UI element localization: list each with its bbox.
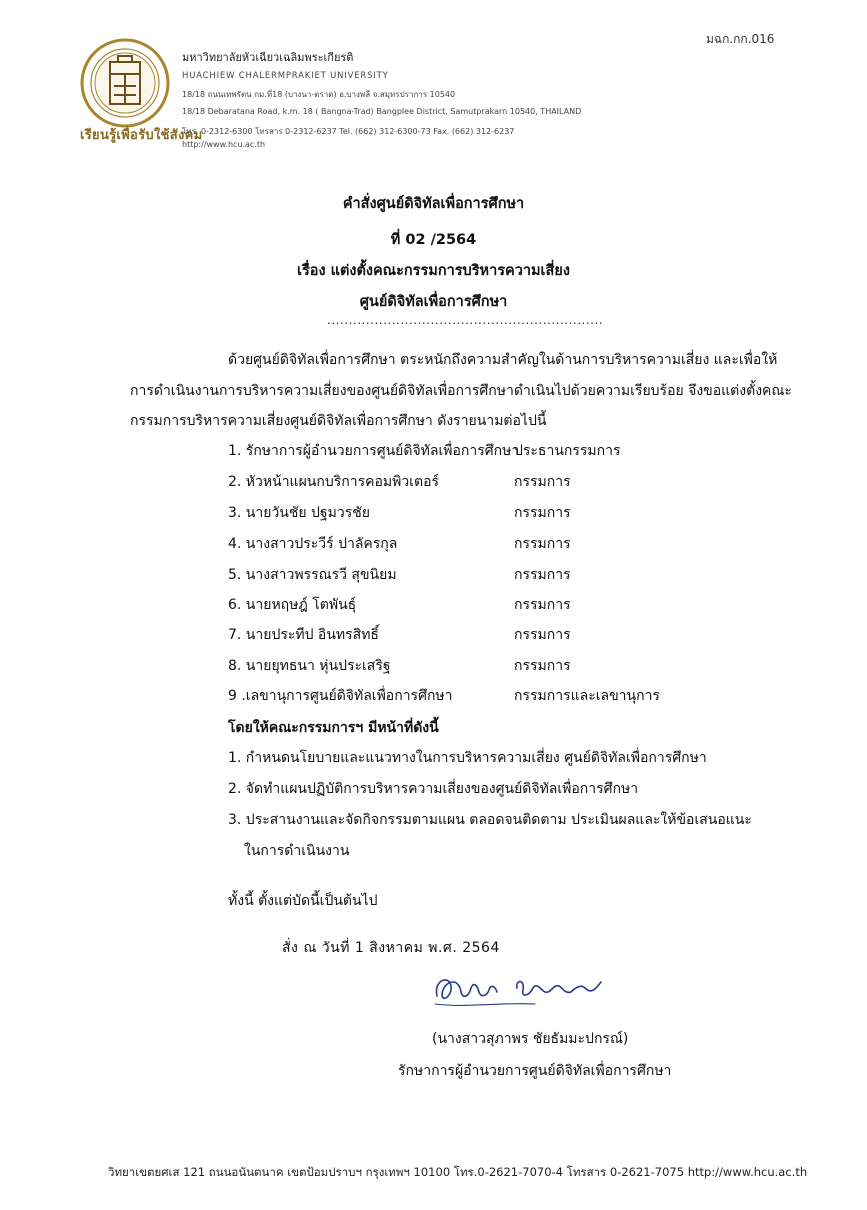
duty-item: 2. จัดทำแผนปฏิบัติการบริหารความเสี่ยงของศูนย์ดิจิทัลเพื่อการศึกษา — [228, 781, 639, 797]
duty-item-continuation: ในการดำเนินงาน — [244, 843, 350, 859]
order-subject-line2: ศูนย์ดิจิทัลเพื่อการศึกษา — [359, 294, 508, 310]
address-thai: 18/18 ถนนเทพรัตน กม.ที่18 (บางนา-ตราด) อ.บางพลี จ.สมุทรปราการ 10540 — [182, 90, 456, 99]
member-name: 3. นายวันชัย ปฐมวรชัย — [228, 505, 370, 521]
signer-name: (นางสาวสุภาพร ชัยธัมมะปกรณ์) — [432, 1031, 629, 1047]
member-role: กรรมการและเลขานุการ — [514, 688, 660, 704]
handwritten-signature — [425, 966, 615, 1012]
member-role: กรรมการ — [514, 627, 571, 643]
member-role: กรรมการ — [514, 597, 571, 613]
separator-dots: ................................................................ — [327, 313, 604, 327]
university-seal-logo — [80, 38, 170, 128]
body-paragraph-line2: การดำเนินงานการบริหารความเสี่ยงของศูนย์ดิจิทัลเพื่อการศึกษาดำเนินไปด้วยความเรียบร้อย จึงขอแต่งตั้งคณะ — [130, 383, 792, 399]
university-name-english: HUACHIEW CHALERMPRAKIET UNIVERSITY — [182, 71, 389, 81]
body-paragraph-line1: ด้วยศูนย์ดิจิทัลเพื่อการศึกษา ตระหนักถึงความสำคัญในด้านการบริหารความเสี่ยง และเพื่อให้ — [228, 352, 778, 368]
member-name: 1. รักษาการผู้อำนวยการศูนย์ดิจิทัลเพื่อการศึกษา — [228, 443, 520, 459]
member-role: กรรมการ — [514, 567, 571, 583]
member-name: 9 .เลขานุการศูนย์ดิจิทัลเพื่อการศึกษา — [228, 688, 453, 704]
member-name: 2. หัวหน้าแผนกบริการคอมพิวเตอร์ — [228, 474, 439, 490]
member-name: 6. นายหฤษฎ์ โตพันธุ์ — [228, 597, 357, 613]
address-english: 18/18 Debaratana Road, k.m. 18 ( Bangna-Trad) Bangplee District, Samutprakarn 10540, THAILAND — [182, 107, 582, 116]
order-number: ที่ 02 /2564 — [390, 232, 477, 248]
member-role: กรรมการ — [514, 658, 571, 674]
contact-phone: โทร. 0-2312-6300 โทรสาร 0-2312-6237 Tel. (662) 312-6300-73 Fax. (662) 312-6237 — [182, 127, 515, 136]
footer-address: วิทยาเขตยศเส 121 ถนนอนันตนาค เขตป้อมปราบฯ กรุงเทพฯ 10100 โทร.0-2621-7070-4 โทรสาร 0-2621-7075 http://www.hcu.ac.th — [108, 1165, 808, 1179]
website-link[interactable]: http://www.hcu.ac.th — [182, 140, 266, 149]
order-title: คำสั่งศูนย์ดิจิทัลเพื่อการศึกษา — [342, 196, 525, 212]
closing-statement: ทั้งนี้ ตั้งแต่บัดนี้เป็นต้นไป — [228, 893, 378, 909]
member-name: 8. นายยุทธนา หุ่นประเสริฐ — [228, 658, 391, 674]
member-name: 5. นางสาวพรรณรวี สุขนิยม — [228, 567, 397, 583]
member-role: ประธานกรรมการ — [514, 443, 621, 459]
member-role: กรรมการ — [514, 536, 571, 552]
duty-item: 1. กำหนดนโยบายและแนวทางในการบริหารความเสี่ยง ศูนย์ดิจิทัลเพื่อการศึกษา — [228, 750, 707, 766]
member-role: กรรมการ — [514, 505, 571, 521]
university-name-thai: มหาวิทยาลัยหัวเฉียวเฉลิมพระเกียรติ — [182, 51, 354, 64]
document-code: มฉก.กก.016 — [706, 32, 775, 46]
member-name: 4. นางสาวประวีร์ ปาลัครกุล — [228, 536, 398, 552]
signer-position: รักษาการผู้อำนวยการศูนย์ดิจิทัลเพื่อการศึกษา — [398, 1063, 672, 1079]
order-date: สั่ง ณ วันที่ 1 สิงหาคม พ.ศ. 2564 — [282, 940, 500, 956]
body-paragraph-line3: กรรมการบริหารความเสี่ยงศูนย์ดิจิทัลเพื่อการศึกษา ดังรายนามต่อไปนี้ — [130, 413, 547, 429]
member-name: 7. นายประทีป อินทรสิทธิ์ — [228, 627, 379, 643]
duties-heading: โดยให้คณะกรรมการฯ มีหน้าที่ดังนี้ — [228, 720, 439, 736]
university-motto: เรียนรู้เพื่อรับใช้สังคม — [80, 128, 203, 143]
duty-item: 3. ประสานงานและจัดกิจกรรมตามแผน ตลอดจนติดตาม ประเมินผลและให้ข้อเสนอแนะ — [228, 812, 752, 828]
member-role: กรรมการ — [514, 474, 571, 490]
order-subject: เรื่อง แต่งตั้งคณะกรรมการบริหารความเสี่ยง — [297, 263, 570, 279]
